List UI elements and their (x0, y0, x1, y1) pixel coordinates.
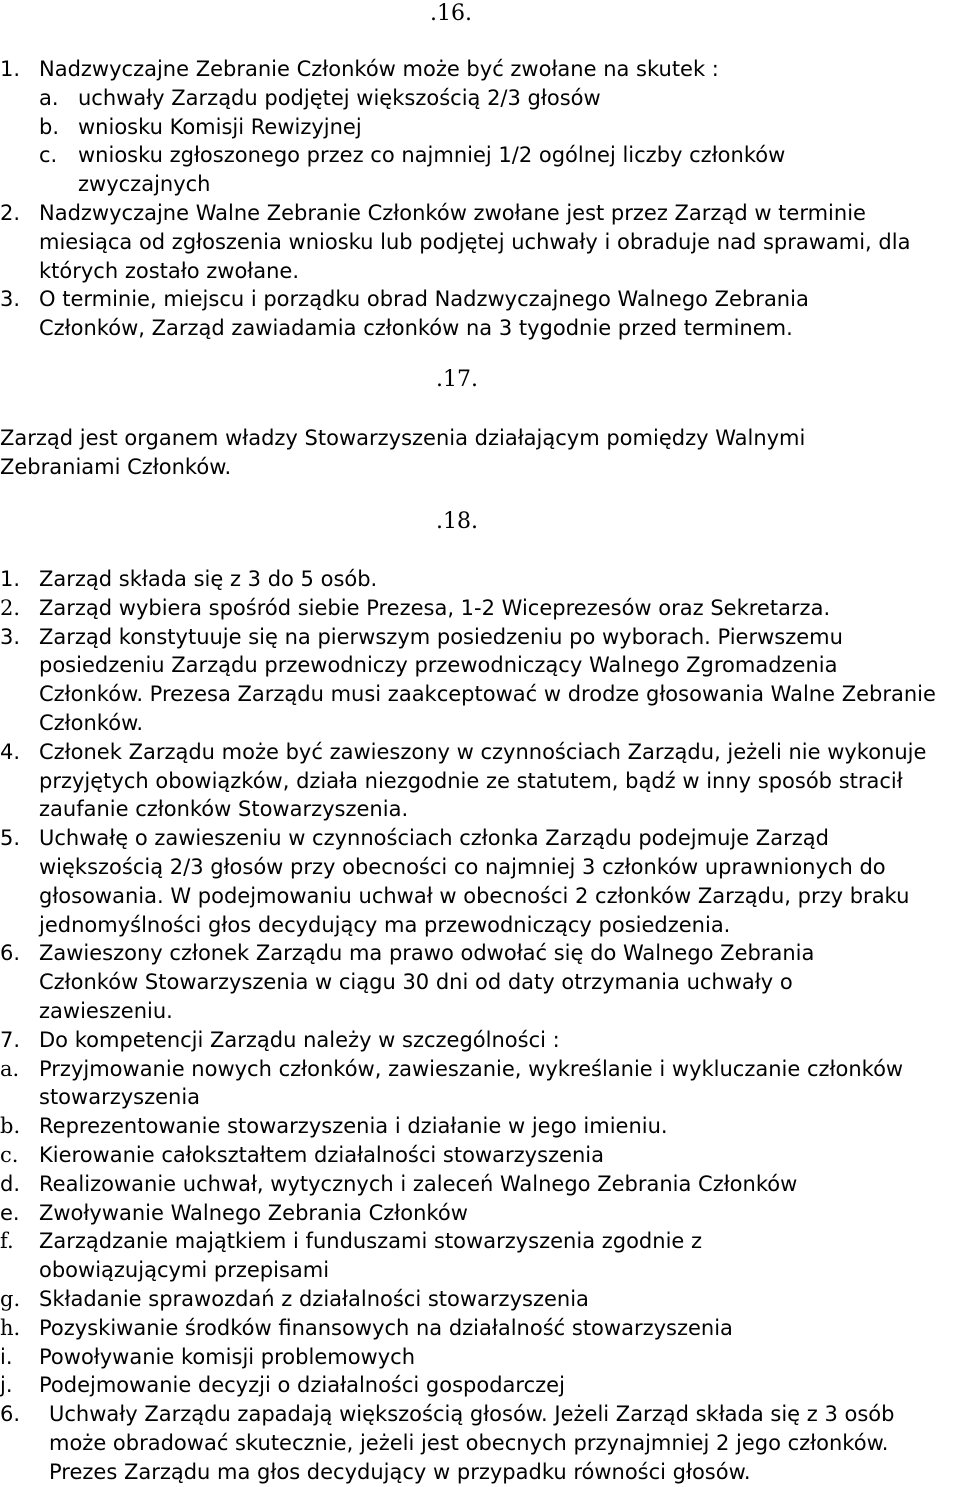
item-number: 1. (0, 57, 21, 81)
sub-item-letter: c. (0, 1142, 19, 1167)
sub-item-letter: d. (0, 1171, 21, 1196)
sub-item-letter: b. (39, 114, 60, 139)
list-item (0, 623, 960, 738)
list-item (0, 55, 960, 84)
list-item (0, 1026, 960, 1055)
sub-item (0, 1199, 960, 1228)
sub-item (39, 84, 960, 113)
sub-item-text: Podejmowanie decyzji o działalności gospodarczej (39, 1373, 565, 1398)
item-number: 6. (0, 941, 21, 966)
section-16-list (0, 55, 960, 343)
section-heading: .16. (430, 1, 472, 26)
item-number: 1. (0, 567, 21, 591)
section-16-heading (430, 0, 550, 29)
sub-item-letter: a. (0, 1056, 20, 1081)
item-number: 2. (0, 595, 21, 620)
sub-item-letter: i. (0, 1344, 13, 1369)
paragraph: Zarząd jest organem władzy Stowarzyszenia działającym pomiędzy Walnymi Zebraniami Członków. (0, 426, 806, 479)
sub-item-letter: b. (0, 1114, 21, 1139)
list-item (0, 1400, 960, 1486)
sub-item-letter: h. (0, 1315, 21, 1340)
sub-item (0, 1055, 960, 1113)
sub-item (0, 1371, 960, 1400)
sub-item (39, 113, 960, 142)
sub-item-text: wniosku Komisji Rewizyjnej (78, 114, 362, 139)
item-number: 6. (0, 1402, 21, 1427)
sub-item-text: Kierowanie całokształtem działalności stowarzyszenia (39, 1142, 604, 1167)
list-item (0, 738, 960, 824)
list-item (0, 285, 960, 343)
sub-item (0, 1112, 960, 1141)
item-text: Członek Zarządu może być zawieszony w czynnościach Zarządu, jeżeli nie wykonuje przyjętych obowiązków, działa niezgodnie ze statutem, bądź w inny sposób stracił zaufanie członków Stowarzyszenia. (39, 739, 927, 822)
sub-item-text: Składanie sprawozdań z działalności stowarzyszenia (39, 1286, 589, 1311)
item-text: Zarząd składa się z 3 do 5 osób. (39, 567, 378, 591)
sub-item-text: Przyjmowanie nowych członków, zawieszanie, wykreślanie i wykluczanie członków stowarzyszenia (39, 1056, 904, 1110)
list-item (0, 199, 960, 285)
section-17-text (0, 424, 920, 482)
section-heading: .17. (436, 367, 478, 392)
sub-item-letter: g. (0, 1286, 21, 1311)
sub-item-text: Reprezentowanie stowarzyszenia i działanie w jego imieniu. (39, 1114, 668, 1139)
sub-item-letter: f. (0, 1229, 14, 1254)
item-text: Uchwałę o zawieszeniu w czynnościach członka Zarządu podejmuje Zarząd większością 2/3 głosów przy obecności co najmniej 3 członków uprawnionych do głosowania. W podejmowaniu uchwał w obecności 2 członków Zarządu, przy braku jednomyślności głos decydujący ma przewodniczący posiedzenia. (39, 826, 910, 937)
item-number: 2. (0, 200, 21, 225)
sub-item-letter: e. (0, 1200, 20, 1225)
sub-item (0, 1227, 960, 1285)
sub-item-text: uchwały Zarządu podjętej większością 2/3 głosów (78, 85, 601, 110)
sub-item-text: Pozyskiwanie środków finansowych na działalność stowarzyszenia (39, 1315, 733, 1340)
sub-item-text: Powoływanie komisji problemowych (39, 1344, 416, 1369)
list-item (0, 824, 960, 939)
sub-item (0, 1141, 960, 1170)
sub-item (0, 1170, 960, 1199)
sub-item (0, 1314, 960, 1343)
item-number: 5. (0, 826, 21, 851)
sub-item-text: Zwoływanie Walnego Zebrania Członków (39, 1200, 468, 1225)
item-text: Uchwały Zarządu zapadają większością głosów. Jeżeli Zarząd składa się z 3 osób może obradować skutecznie, jeżeli jest obecnych przynajmniej 2 jego członków. Prezes Zarządu ma głos decydujący w przypadku równości głosów. (49, 1402, 895, 1484)
list-item (0, 565, 960, 594)
item-number: 7. (0, 1027, 21, 1052)
section-18-heading (436, 508, 556, 537)
sub-item-text: wniosku zgłoszonego przez co najmniej 1/2 ogólnej liczby członków zwyczajnych (78, 143, 786, 197)
item-text: Nadzwyczajne Zebranie Członków może być zwołane na skutek : (39, 57, 719, 81)
item-text: Zarząd konstytuuje się na pierwszym posiedzeniu po wyborach. Pierwszemu posiedzeniu Zarządu przewodniczy przewodniczący Walnego Zgromadzenia Członków. Prezesa Zarządu musi zaakceptować w drodze głosowania Walne Zebranie Członków. (39, 624, 936, 735)
sub-item-letter: j. (0, 1373, 13, 1398)
section-17-heading (436, 366, 556, 395)
sub-item-letter: a. (39, 85, 59, 110)
section-heading: .18. (436, 509, 478, 534)
sub-item-text: Zarządzanie majątkiem i funduszami stowarzyszenia zgodnie z obowiązującymi przepisami (39, 1229, 703, 1283)
sub-item (0, 1343, 960, 1372)
item-number: 4. (0, 739, 21, 764)
item-text: Do kompetencji Zarządu należy w szczególności : (39, 1027, 560, 1052)
item-text: Nadzwyczajne Walne Zebranie Członków zwołane jest przez Zarząd w terminie miesiąca od zgłoszenia wniosku lub podjętej uchwały i obraduje nad sprawami, dla których zostało zwołane. (39, 200, 911, 283)
sub-item-text: Realizowanie uchwał, wytycznych i zaleceń Walnego Zebrania Członków (39, 1171, 798, 1196)
item-text: Zarząd wybiera spośród siebie Prezesa, 1-2 Wiceprezesów oraz Sekretarza. (39, 595, 831, 620)
sub-item (39, 141, 960, 199)
list-item (0, 594, 960, 623)
item-text: O terminie, miejscu i porządku obrad Nadzwyczajnego Walnego Zebrania Członków, Zarząd zawiadamia członków na 3 tygodnie przed terminem. (39, 287, 809, 341)
item-number: 3. (0, 287, 21, 312)
sub-item (0, 1285, 960, 1314)
section-18-list (0, 565, 960, 1487)
sub-item-letter: c. (39, 143, 58, 168)
list-item (0, 939, 960, 1025)
item-number: 3. (0, 624, 21, 649)
item-text: Zawieszony członek Zarządu ma prawo odwołać się do Walnego Zebrania Członków Stowarzyszenia w ciągu 30 dni od daty otrzymania uchwały o zawieszeniu. (39, 941, 815, 1023)
